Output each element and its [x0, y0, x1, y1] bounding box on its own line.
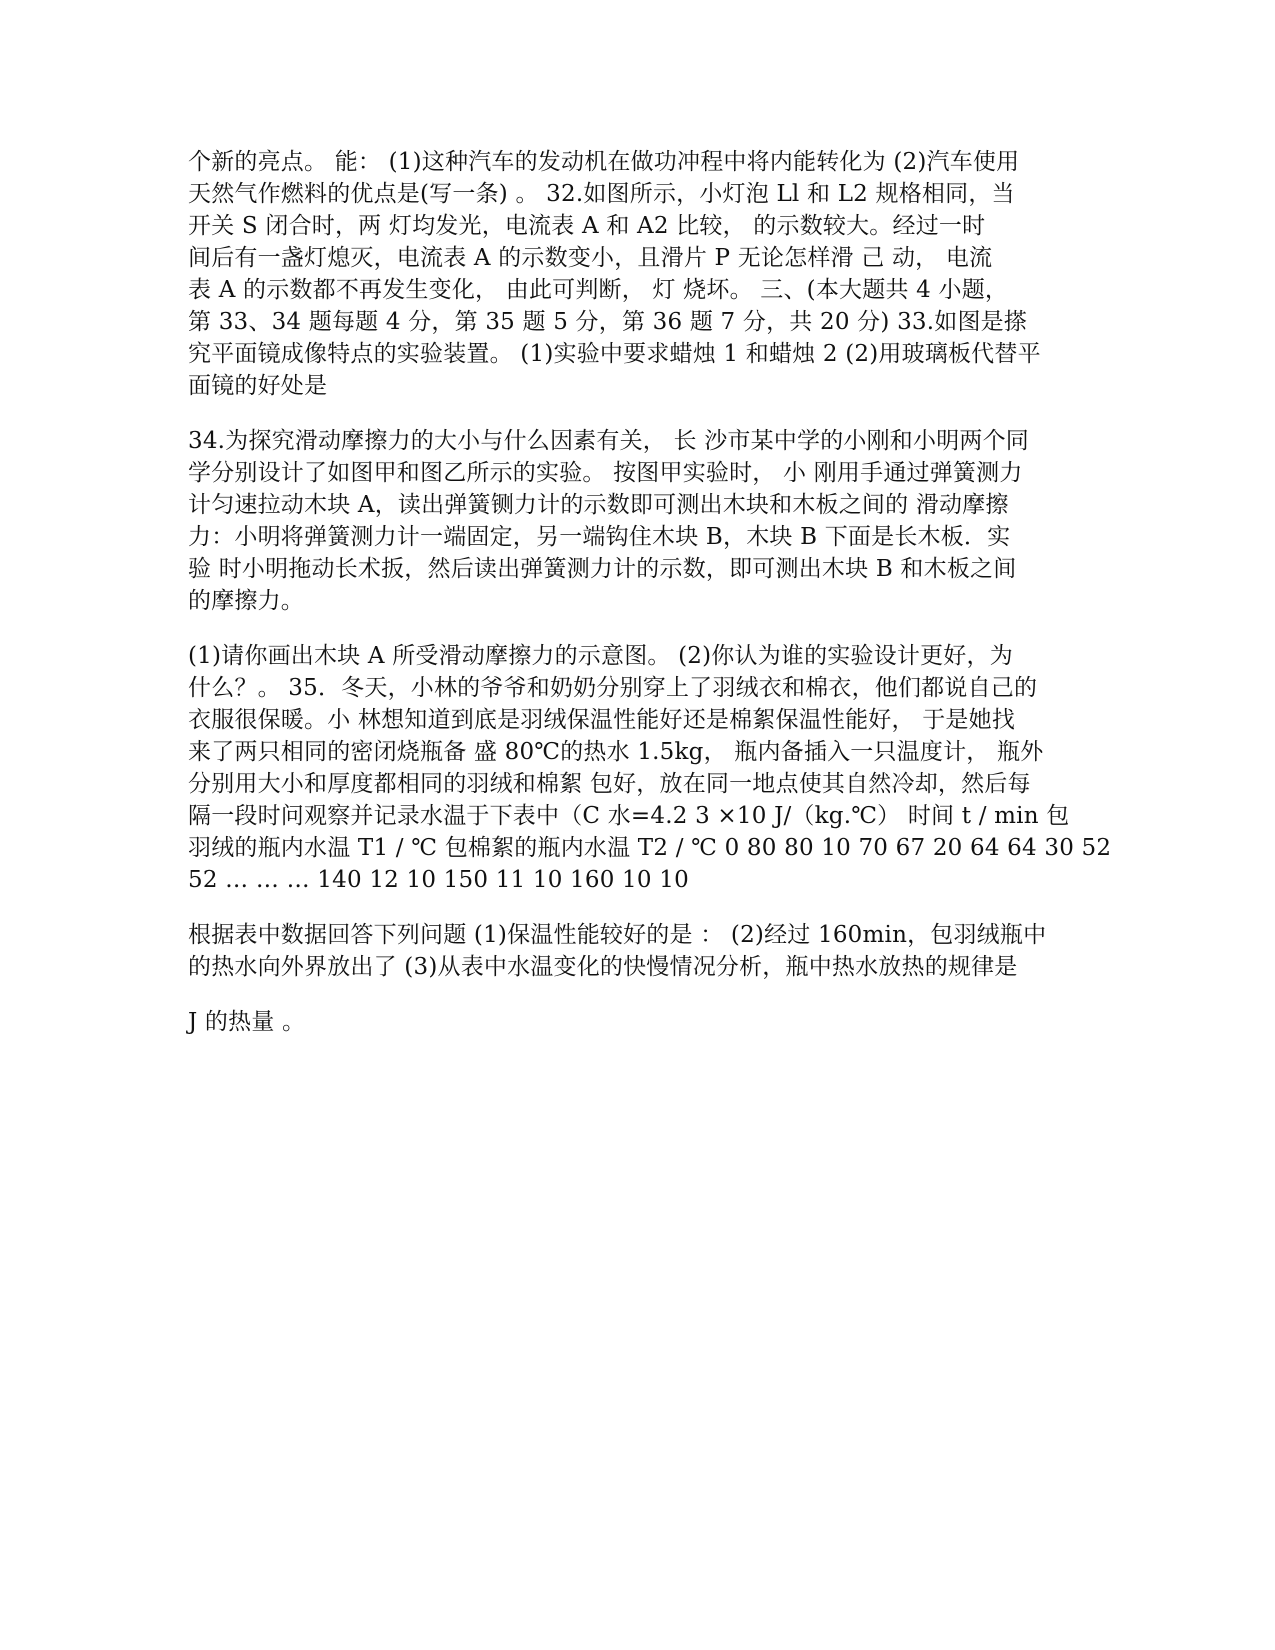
text-line: 面镜的好处是 [188, 373, 328, 399]
text-line: 第 33、34 题每题 4 分，第 35 题 5 分，第 36 题 7 分，共 20 分) 33.如图是搽 [188, 309, 1028, 335]
paragraph-energy-questions [188, 146, 1098, 402]
text-line: 验 时小明拖动长术扳，然后读出弹簧测力计的示数，即可测出木块 B 和木板之间 [188, 556, 1017, 582]
text-line: 的摩擦力。 [188, 588, 304, 614]
text-line: 衣服很保暖。小 林想知道到底是羽绒保温性能好还是棉絮保温性能好， 于是她找 [188, 707, 1016, 733]
text-line: 开关 S 闭合时，两 灯均发光，电流表 A 和 A2 比较， 的示数较大。经过一时 [188, 213, 986, 239]
text-line: 什么？。 35．冬天，小林的爷爷和奶奶分别穿上了羽绒衣和棉衣，他们都说自己的 [188, 675, 1038, 701]
text-line: 的热水向外界放出了 (3)从表中水温变化的快慢情况分析，瓶中热水放热的规律是 [188, 954, 1018, 980]
text-line: J 的热量 。 [188, 1009, 306, 1035]
text-line: 学分别设计了如图甲和图乙所示的实验。 按图甲实验时， 小 刚用手通过弹簧测力 [188, 460, 1023, 486]
text-line: 间后有一盏灯熄灭，电流表 A 的示数变小，且滑片 P 无论怎样滑 己 动， 电流 [188, 245, 993, 271]
text-line: 力：小明将弹簧测力计一端固定，另一端钩住木块 B，木块 B 下面是长木板．实 [188, 524, 1011, 550]
text-line: 来了两只相同的密闭烧瓶备 盛 80℃的热水 1.5kg， 瓶内备插入一只温度计， 瓶外 [188, 739, 1044, 765]
text-line: 计匀速拉动木块 A，读出弹簧铡力计的示数即可测出木块和木板之间的 滑动摩擦 [188, 492, 1009, 518]
document-page [188, 146, 1112, 1061]
paragraph-question-35 [188, 640, 1112, 896]
text-line: 隔一段时问观察并记录水温于下表中（C 水=4.2 3 ×10 J/（kg.℃） 时间 t / min 包 [188, 803, 1070, 829]
text-line: 52 … … … 140 12 10 150 11 10 160 10 10 [188, 867, 689, 893]
paragraph-table-questions [188, 919, 1098, 983]
text-line: 根据表中数据回答下列问题 (1)保温性能较好的是 ： (2)经过 160min，包羽绒瓶中 [188, 922, 1047, 948]
paragraph-closing-fragment [188, 1006, 1098, 1038]
text-line: 个新的亮点。 能： (1)这种汽车的发动机在做功冲程中将内能转化为 (2)汽车使用 [188, 149, 1020, 175]
text-line: 天然气作燃料的优点是(写一条) 。 32.如图所示，小灯泡 Ll 和 L2 规格相同，当 [188, 181, 1015, 207]
text-line: 羽绒的瓶内水温 T1 / ℃ 包棉絮的瓶内水温 T2 / ℃ 0 80 80 10 70 67 20 64 64 30 52 [188, 835, 1112, 861]
text-line: (1)请你画出木块 A 所受滑动摩擦力的示意图。 (2)你认为谁的实验设计更好，为 [188, 643, 1013, 669]
text-line: 表 A 的示数都不再发生变化， 由此可判断， 灯 烧坏。 三、(本大题共 4 小题， [188, 277, 1009, 303]
paragraph-question-34 [188, 425, 1098, 617]
text-line: 34.为探究滑动摩擦力的大小与什么因素有关， 长 沙市某中学的小刚和小明两个同 [188, 428, 1029, 454]
text-line: 分别用大小和厚度都相同的羽绒和棉絮 包好，放在同一地点使其自然冷却，然后每 [188, 771, 1031, 797]
text-line: 究平面镜成像特点的实验装置。 (1)实验中要求蜡烛 1 和蜡烛 2 (2)用玻璃板代替平 [188, 341, 1041, 367]
